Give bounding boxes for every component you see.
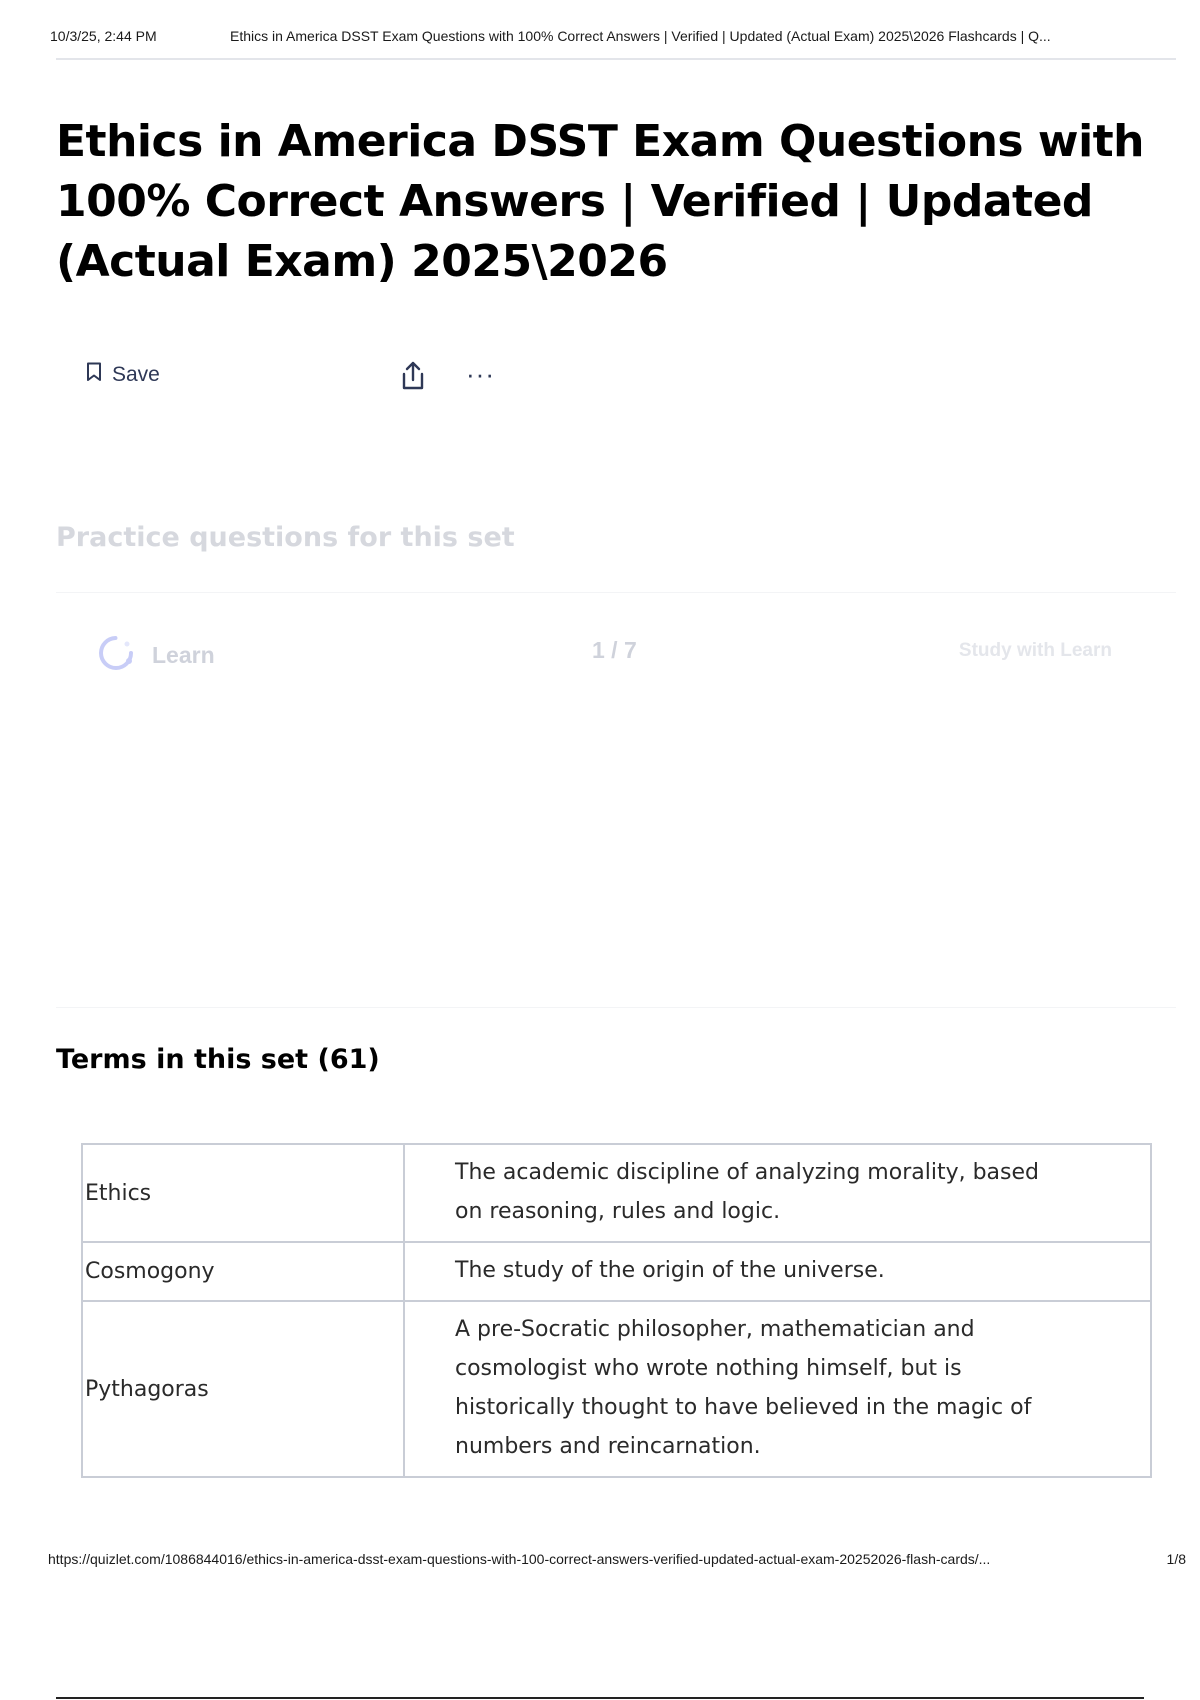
terms-table — [81, 1143, 1152, 1478]
bookmark-icon — [86, 362, 102, 387]
term-cell: Ethics — [82, 1144, 404, 1242]
learn-label: Learn — [152, 642, 215, 668]
question-counter: 1 / 7 — [592, 637, 637, 663]
print-url: https://quizlet.com/1086844016/ethics-in-america-dsst-exam-questions-with-100-correct-answers-verified-updated-actual-exam-20252026-flash-cards/... — [48, 1551, 991, 1567]
term-cell: Pythagoras — [82, 1301, 404, 1477]
learn-progress-icon — [96, 633, 136, 678]
table-row — [82, 1242, 1151, 1301]
table-row — [82, 1144, 1151, 1242]
header-divider — [56, 58, 1176, 60]
save-button[interactable] — [86, 362, 160, 387]
definition-text: The study of the origin of the universe. — [455, 1258, 885, 1283]
share-icon — [398, 379, 428, 396]
term-cell: Cosmogony — [82, 1242, 404, 1301]
definition-cell — [404, 1301, 1151, 1477]
more-options-button[interactable] — [466, 360, 495, 388]
study-with-learn-link[interactable]: Study with Learn — [958, 640, 1112, 661]
definition-text: A pre-Socratic philosopher, mathematician and cosmologist who wrote nothing himself, but is historically thought to have believed in the magic of numbers and reincarnation. — [455, 1317, 1032, 1459]
practice-section-title: Practice questions for this set — [56, 522, 515, 553]
practice-card — [56, 592, 1176, 1008]
table-row — [82, 1301, 1151, 1477]
page-title: Ethics in America DSST Exam Questions with 100% Correct Answers | Verified | Updated (Actual Exam) 2025\2026 — [56, 116, 1145, 287]
definition-cell — [404, 1144, 1151, 1242]
page-number: 1/8 — [1166, 1551, 1186, 1567]
save-label: Save — [112, 362, 160, 386]
set-actions — [86, 359, 516, 394]
print-doc-title: Ethics in America DSST Exam Questions with 100% Correct Answers | Verified | Updated (Actual Exam) 2025\2026 Flashcards | Q... — [230, 28, 1051, 44]
definition-text: The academic discipline of analyzing morality, based on reasoning, rules and logic. — [455, 1160, 1039, 1224]
more-icon: ··· — [466, 359, 495, 389]
terms-section-title: Terms in this set (61) — [56, 1044, 380, 1075]
definition-cell — [404, 1242, 1151, 1301]
page-bottom-rule — [56, 1697, 1144, 1699]
share-button[interactable] — [398, 360, 428, 397]
learn-mode-button[interactable] — [96, 633, 215, 678]
print-timestamp: 10/3/25, 2:44 PM — [50, 28, 157, 44]
